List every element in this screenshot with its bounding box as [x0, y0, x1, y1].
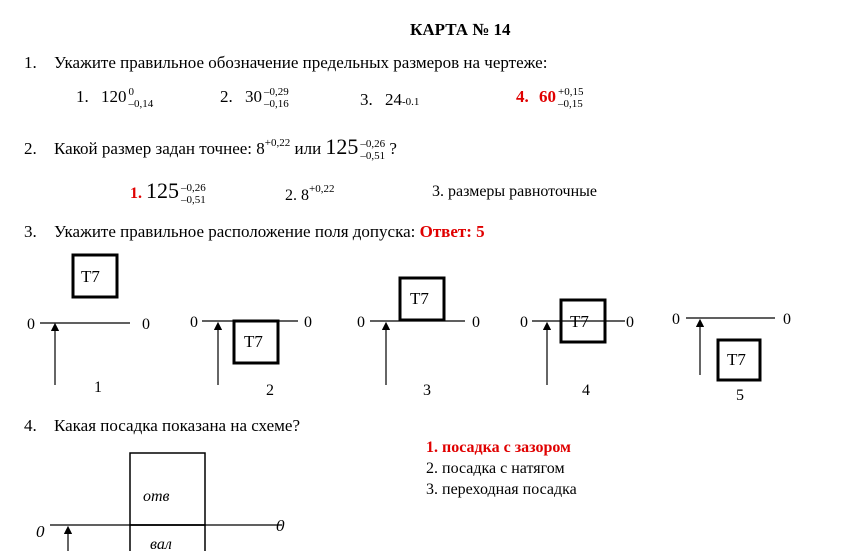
diagram-2[interactable] — [190, 314, 312, 399]
answer-label: Ответ: 5 — [419, 222, 485, 241]
zero-right-label: 0 — [304, 314, 312, 331]
box-label: Т7 — [81, 267, 100, 286]
question-text-mid: или — [290, 139, 326, 158]
tolerance-sup: +0,22 — [264, 137, 291, 149]
tolerance-upper: +0,15 — [558, 86, 584, 98]
shaft-label: вал — [150, 536, 172, 551]
box-label: Т7 — [727, 350, 746, 369]
tolerance-lower: –0,14 — [128, 98, 154, 110]
size-base: 8 — [301, 187, 309, 204]
tolerance-sup: +0,22 — [309, 183, 335, 195]
diagram-number: 3 — [423, 382, 431, 399]
tolerance-upper: –0,29 — [264, 86, 289, 98]
zero-left-label: 0 — [27, 316, 35, 333]
fit-diagram — [36, 453, 285, 551]
option-number: 3. — [432, 183, 444, 200]
tolerance-upper: 0 — [128, 86, 134, 98]
diagram-3[interactable] — [357, 278, 480, 399]
zero-right-label: 0 — [276, 516, 285, 535]
option-text: размеры равноточные — [448, 183, 598, 200]
option-number: 1. — [130, 185, 142, 202]
box-label: Т7 — [410, 289, 429, 308]
zero-right-label: 0 — [626, 314, 634, 331]
q4-option-1-correct[interactable]: 1. посадка с зазором — [426, 439, 571, 456]
question-number: 1. — [24, 53, 37, 72]
tolerance-lower: –0,51 — [181, 194, 206, 207]
diagram-number: 2 — [266, 382, 274, 399]
option-base: 120 — [101, 86, 127, 106]
option-base: 60 — [539, 86, 556, 106]
tolerance-lower: -0.1 — [402, 96, 420, 108]
option-number: 3. — [360, 90, 373, 109]
option-base: 30 — [245, 86, 262, 106]
zero-left-label: 0 — [520, 314, 528, 331]
diagram-5[interactable] — [672, 311, 791, 404]
option-number: 4. — [516, 86, 529, 106]
question-text-end: ? — [385, 139, 397, 158]
box-label: Т7 — [570, 312, 589, 331]
size-base: 125 — [325, 134, 359, 159]
question-number: 3. — [24, 222, 37, 241]
zero-right-label: 0 — [472, 314, 480, 331]
tolerance-lower: –0,15 — [558, 98, 583, 110]
option-number: 1. — [76, 86, 89, 106]
question-text: Какой размер задан точнее: 8 — [54, 139, 265, 158]
question-number: 4. — [24, 416, 37, 435]
option-number: 2. — [285, 187, 297, 204]
q4-option-2[interactable]: 2. посадка с натягом — [426, 460, 565, 477]
diagram-4[interactable] — [520, 300, 634, 399]
hole-label: отв — [143, 488, 170, 505]
tolerance-upper: –0,26 — [360, 138, 386, 151]
question-number: 2. — [24, 139, 37, 158]
option-base: 24 — [385, 90, 402, 109]
zero-left-label: 0 — [672, 311, 680, 328]
zero-left-label: 0 — [36, 522, 45, 541]
question-text: Укажите правильное расположение поля допуска: — [54, 222, 416, 241]
q4-option-3[interactable]: 3. переходная посадка — [426, 481, 577, 498]
diagram-number: 5 — [736, 387, 744, 404]
diagram-number: 1 — [94, 379, 102, 396]
question-text: Укажите правильное обозначение предельных размеров на чертеже: — [54, 53, 548, 72]
tolerance-lower: –0,51 — [360, 150, 386, 163]
box-label: Т7 — [244, 332, 263, 351]
option-number: 2. — [220, 86, 233, 106]
tolerance-lower: –0,16 — [264, 98, 289, 110]
zero-right-label: 0 — [783, 311, 791, 328]
zero-left-label: 0 — [357, 314, 365, 331]
diagram-1[interactable] — [27, 255, 150, 396]
size-base: 125 — [146, 178, 179, 203]
question-4 — [24, 416, 300, 436]
page-title: КАРТА № 14 — [410, 20, 511, 39]
zero-right-label: 0 — [142, 316, 150, 333]
question-text: Какая посадка показана на схеме? — [54, 416, 301, 435]
diagram-number: 4 — [582, 382, 590, 399]
zero-left-label: 0 — [190, 314, 198, 331]
tolerance-upper: –0,26 — [181, 182, 206, 195]
